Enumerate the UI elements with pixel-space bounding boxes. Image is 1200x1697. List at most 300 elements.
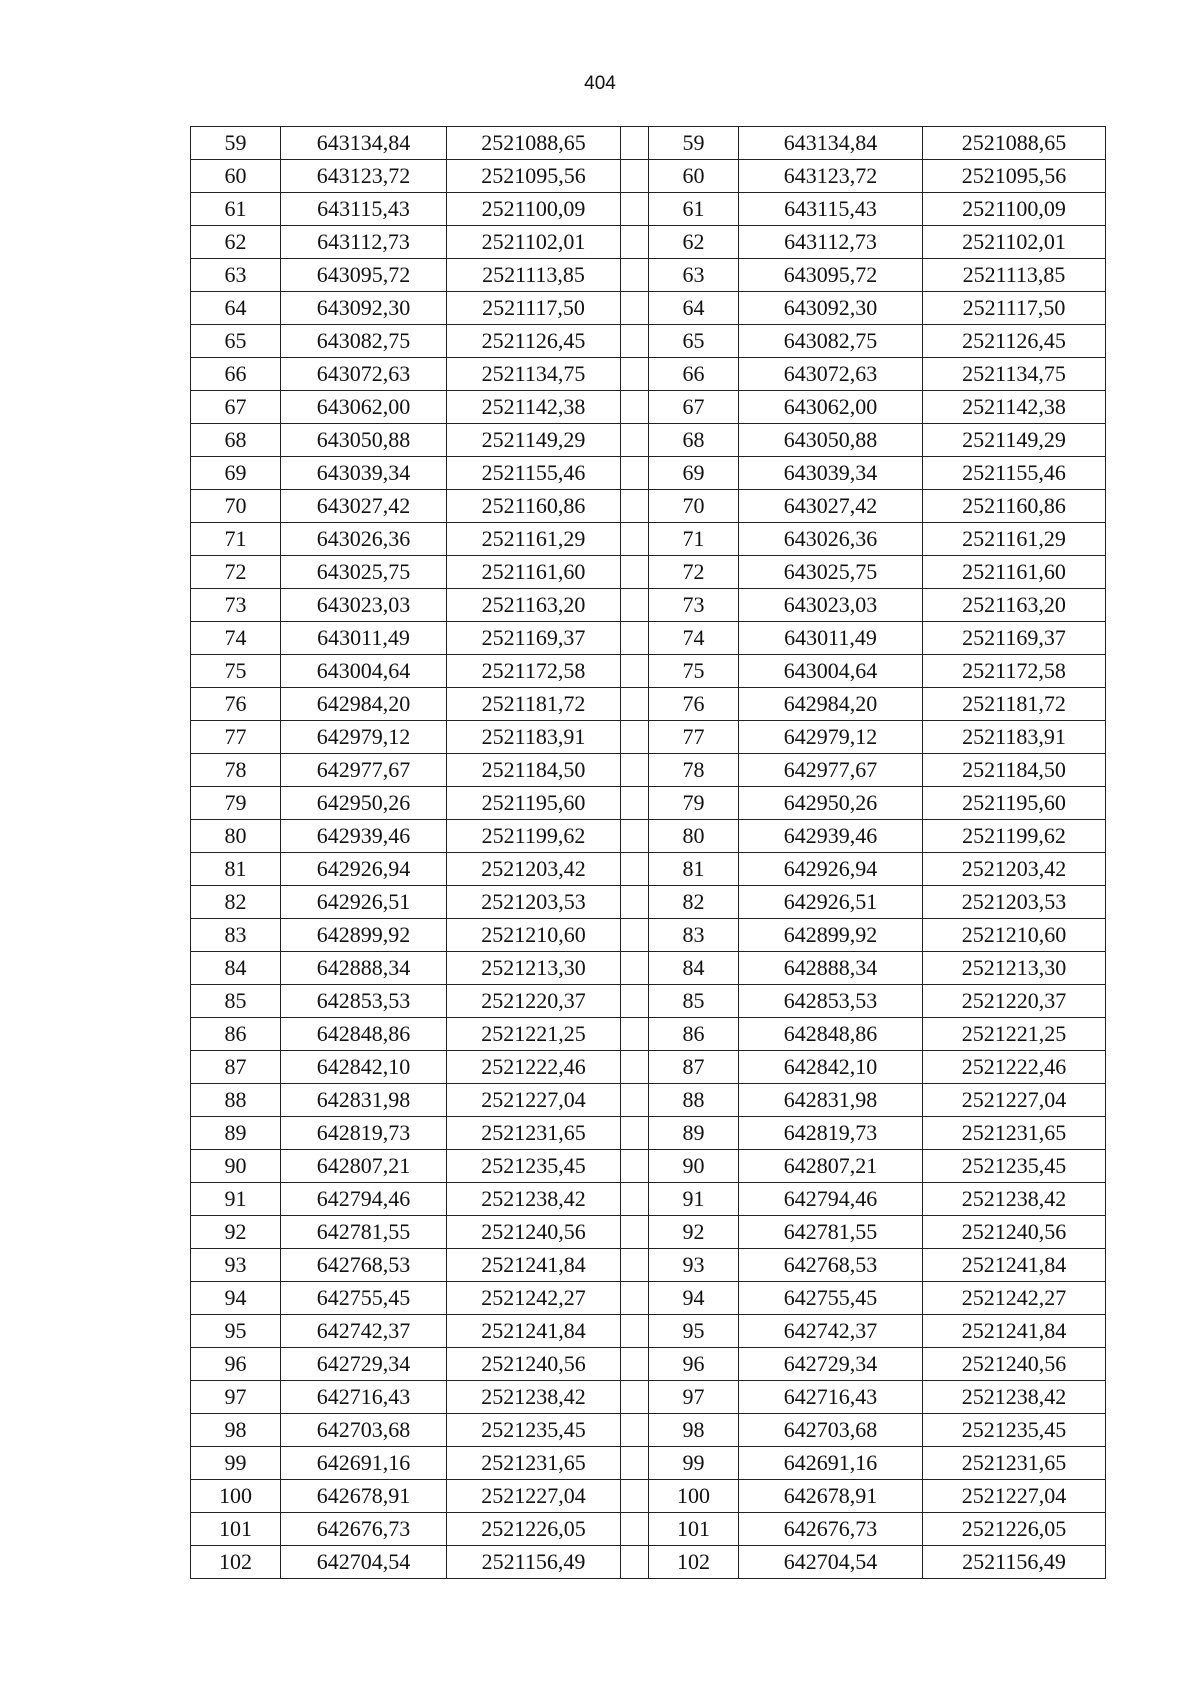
- table-row: [191, 490, 1106, 523]
- right-y-coordinate-cell: 2521213,30: [923, 952, 1106, 985]
- right-y-coordinate-cell: 2521169,37: [923, 622, 1106, 655]
- left-x-coordinate-cell: 643092,30: [281, 292, 447, 325]
- empty-separator-cell: [621, 490, 649, 523]
- right-point-number-cell: 90: [649, 1150, 739, 1183]
- left-point-number-cell: 97: [191, 1381, 281, 1414]
- right-x-coordinate-cell: 642899,92: [739, 919, 923, 952]
- right-x-coordinate-cell: 643026,36: [739, 523, 923, 556]
- right-y-coordinate-cell: 2521113,85: [923, 259, 1106, 292]
- left-x-coordinate-cell: 642676,73: [281, 1513, 447, 1546]
- left-x-coordinate-cell: 643004,64: [281, 655, 447, 688]
- right-y-coordinate-cell: 2521242,27: [923, 1282, 1106, 1315]
- left-y-coordinate-cell: 2521100,09: [447, 193, 621, 226]
- table-row: [191, 622, 1106, 655]
- left-x-coordinate-cell: 642842,10: [281, 1051, 447, 1084]
- empty-separator-cell: [621, 985, 649, 1018]
- empty-separator-cell: [621, 1117, 649, 1150]
- empty-separator-cell: [621, 952, 649, 985]
- empty-separator-cell: [621, 1546, 649, 1579]
- right-y-coordinate-cell: 2521227,04: [923, 1084, 1106, 1117]
- left-point-number-cell: 93: [191, 1249, 281, 1282]
- empty-separator-cell: [621, 1216, 649, 1249]
- left-x-coordinate-cell: 642794,46: [281, 1183, 447, 1216]
- table-row: [191, 886, 1106, 919]
- right-x-coordinate-cell: 643082,75: [739, 325, 923, 358]
- right-x-coordinate-cell: 643072,63: [739, 358, 923, 391]
- left-x-coordinate-cell: 643027,42: [281, 490, 447, 523]
- left-x-coordinate-cell: 643072,63: [281, 358, 447, 391]
- right-point-number-cell: 83: [649, 919, 739, 952]
- empty-separator-cell: [621, 424, 649, 457]
- left-point-number-cell: 72: [191, 556, 281, 589]
- left-point-number-cell: 62: [191, 226, 281, 259]
- left-x-coordinate-cell: 643026,36: [281, 523, 447, 556]
- left-point-number-cell: 81: [191, 853, 281, 886]
- left-x-coordinate-cell: 642888,34: [281, 952, 447, 985]
- table-row: [191, 259, 1106, 292]
- left-y-coordinate-cell: 2521240,56: [447, 1216, 621, 1249]
- right-y-coordinate-cell: 2521184,50: [923, 754, 1106, 787]
- left-y-coordinate-cell: 2521241,84: [447, 1315, 621, 1348]
- right-x-coordinate-cell: 642926,94: [739, 853, 923, 886]
- left-y-coordinate-cell: 2521231,65: [447, 1447, 621, 1480]
- left-x-coordinate-cell: 643050,88: [281, 424, 447, 457]
- right-point-number-cell: 100: [649, 1480, 739, 1513]
- empty-separator-cell: [621, 1447, 649, 1480]
- right-point-number-cell: 66: [649, 358, 739, 391]
- empty-separator-cell: [621, 1381, 649, 1414]
- right-y-coordinate-cell: 2521160,86: [923, 490, 1106, 523]
- empty-separator-cell: [621, 721, 649, 754]
- table-row: [191, 1513, 1106, 1546]
- right-point-number-cell: 60: [649, 160, 739, 193]
- empty-separator-cell: [621, 193, 649, 226]
- left-point-number-cell: 89: [191, 1117, 281, 1150]
- right-x-coordinate-cell: 642888,34: [739, 952, 923, 985]
- left-y-coordinate-cell: 2521240,56: [447, 1348, 621, 1381]
- empty-separator-cell: [621, 688, 649, 721]
- right-point-number-cell: 61: [649, 193, 739, 226]
- right-x-coordinate-cell: 642848,86: [739, 1018, 923, 1051]
- right-y-coordinate-cell: 2521100,09: [923, 193, 1106, 226]
- table-row: [191, 589, 1106, 622]
- right-y-coordinate-cell: 2521231,65: [923, 1117, 1106, 1150]
- empty-separator-cell: [621, 820, 649, 853]
- left-x-coordinate-cell: 642853,53: [281, 985, 447, 1018]
- right-y-coordinate-cell: 2521238,42: [923, 1183, 1106, 1216]
- table-row: [191, 193, 1106, 226]
- left-point-number-cell: 74: [191, 622, 281, 655]
- right-point-number-cell: 101: [649, 1513, 739, 1546]
- right-x-coordinate-cell: 643023,03: [739, 589, 923, 622]
- table-row: [191, 1117, 1106, 1150]
- left-y-coordinate-cell: 2521126,45: [447, 325, 621, 358]
- left-point-number-cell: 99: [191, 1447, 281, 1480]
- left-x-coordinate-cell: 642704,54: [281, 1546, 447, 1579]
- right-x-coordinate-cell: 642926,51: [739, 886, 923, 919]
- left-x-coordinate-cell: 642984,20: [281, 688, 447, 721]
- right-point-number-cell: 81: [649, 853, 739, 886]
- table-row: [191, 358, 1106, 391]
- right-x-coordinate-cell: 642950,26: [739, 787, 923, 820]
- left-y-coordinate-cell: 2521161,60: [447, 556, 621, 589]
- empty-separator-cell: [621, 457, 649, 490]
- right-point-number-cell: 80: [649, 820, 739, 853]
- table-row: [191, 1480, 1106, 1513]
- right-y-coordinate-cell: 2521240,56: [923, 1348, 1106, 1381]
- left-point-number-cell: 82: [191, 886, 281, 919]
- right-y-coordinate-cell: 2521149,29: [923, 424, 1106, 457]
- left-point-number-cell: 79: [191, 787, 281, 820]
- right-point-number-cell: 75: [649, 655, 739, 688]
- right-y-coordinate-cell: 2521156,49: [923, 1546, 1106, 1579]
- left-y-coordinate-cell: 2521241,84: [447, 1249, 621, 1282]
- right-x-coordinate-cell: 642819,73: [739, 1117, 923, 1150]
- left-x-coordinate-cell: 642899,92: [281, 919, 447, 952]
- left-y-coordinate-cell: 2521163,20: [447, 589, 621, 622]
- right-point-number-cell: 69: [649, 457, 739, 490]
- left-point-number-cell: 73: [191, 589, 281, 622]
- right-y-coordinate-cell: 2521183,91: [923, 721, 1106, 754]
- left-point-number-cell: 101: [191, 1513, 281, 1546]
- left-y-coordinate-cell: 2521226,05: [447, 1513, 621, 1546]
- left-x-coordinate-cell: 642950,26: [281, 787, 447, 820]
- left-x-coordinate-cell: 642819,73: [281, 1117, 447, 1150]
- left-y-coordinate-cell: 2521222,46: [447, 1051, 621, 1084]
- right-x-coordinate-cell: 642939,46: [739, 820, 923, 853]
- left-y-coordinate-cell: 2521220,37: [447, 985, 621, 1018]
- right-point-number-cell: 59: [649, 127, 739, 160]
- left-y-coordinate-cell: 2521242,27: [447, 1282, 621, 1315]
- right-point-number-cell: 86: [649, 1018, 739, 1051]
- left-point-number-cell: 67: [191, 391, 281, 424]
- right-x-coordinate-cell: 642979,12: [739, 721, 923, 754]
- empty-separator-cell: [621, 1315, 649, 1348]
- empty-separator-cell: [621, 1018, 649, 1051]
- left-x-coordinate-cell: 643025,75: [281, 556, 447, 589]
- right-y-coordinate-cell: 2521238,42: [923, 1381, 1106, 1414]
- left-point-number-cell: 95: [191, 1315, 281, 1348]
- left-x-coordinate-cell: 643023,03: [281, 589, 447, 622]
- right-y-coordinate-cell: 2521210,60: [923, 919, 1106, 952]
- right-y-coordinate-cell: 2521241,84: [923, 1249, 1106, 1282]
- empty-separator-cell: [621, 325, 649, 358]
- right-point-number-cell: 99: [649, 1447, 739, 1480]
- empty-separator-cell: [621, 655, 649, 688]
- right-x-coordinate-cell: 642977,67: [739, 754, 923, 787]
- right-point-number-cell: 84: [649, 952, 739, 985]
- left-x-coordinate-cell: 642678,91: [281, 1480, 447, 1513]
- table-row: [191, 721, 1106, 754]
- left-point-number-cell: 61: [191, 193, 281, 226]
- left-point-number-cell: 59: [191, 127, 281, 160]
- left-point-number-cell: 69: [191, 457, 281, 490]
- left-point-number-cell: 65: [191, 325, 281, 358]
- right-y-coordinate-cell: 2521161,60: [923, 556, 1106, 589]
- left-y-coordinate-cell: 2521227,04: [447, 1084, 621, 1117]
- right-y-coordinate-cell: 2521172,58: [923, 655, 1106, 688]
- right-x-coordinate-cell: 642842,10: [739, 1051, 923, 1084]
- right-x-coordinate-cell: 642678,91: [739, 1480, 923, 1513]
- left-point-number-cell: 96: [191, 1348, 281, 1381]
- right-y-coordinate-cell: 2521235,45: [923, 1414, 1106, 1447]
- right-point-number-cell: 98: [649, 1414, 739, 1447]
- right-y-coordinate-cell: 2521199,62: [923, 820, 1106, 853]
- left-x-coordinate-cell: 642939,46: [281, 820, 447, 853]
- table-row: [191, 1183, 1106, 1216]
- left-y-coordinate-cell: 2521169,37: [447, 622, 621, 655]
- left-point-number-cell: 102: [191, 1546, 281, 1579]
- right-x-coordinate-cell: 642755,45: [739, 1282, 923, 1315]
- left-y-coordinate-cell: 2521195,60: [447, 787, 621, 820]
- left-point-number-cell: 60: [191, 160, 281, 193]
- left-y-coordinate-cell: 2521227,04: [447, 1480, 621, 1513]
- right-y-coordinate-cell: 2521155,46: [923, 457, 1106, 490]
- right-y-coordinate-cell: 2521102,01: [923, 226, 1106, 259]
- right-point-number-cell: 94: [649, 1282, 739, 1315]
- empty-separator-cell: [621, 1249, 649, 1282]
- left-point-number-cell: 78: [191, 754, 281, 787]
- left-y-coordinate-cell: 2521161,29: [447, 523, 621, 556]
- table-row: [191, 1249, 1106, 1282]
- right-y-coordinate-cell: 2521142,38: [923, 391, 1106, 424]
- right-point-number-cell: 73: [649, 589, 739, 622]
- right-x-coordinate-cell: 643039,34: [739, 457, 923, 490]
- empty-separator-cell: [621, 292, 649, 325]
- left-y-coordinate-cell: 2521181,72: [447, 688, 621, 721]
- left-point-number-cell: 83: [191, 919, 281, 952]
- empty-separator-cell: [621, 787, 649, 820]
- left-x-coordinate-cell: 643011,49: [281, 622, 447, 655]
- empty-separator-cell: [621, 358, 649, 391]
- right-x-coordinate-cell: 642768,53: [739, 1249, 923, 1282]
- right-y-coordinate-cell: 2521221,25: [923, 1018, 1106, 1051]
- empty-separator-cell: [621, 1513, 649, 1546]
- table-row: [191, 1282, 1106, 1315]
- table-row: [191, 1414, 1106, 1447]
- empty-separator-cell: [621, 919, 649, 952]
- left-y-coordinate-cell: 2521149,29: [447, 424, 621, 457]
- right-y-coordinate-cell: 2521195,60: [923, 787, 1106, 820]
- left-x-coordinate-cell: 642926,51: [281, 886, 447, 919]
- left-point-number-cell: 87: [191, 1051, 281, 1084]
- left-point-number-cell: 63: [191, 259, 281, 292]
- right-y-coordinate-cell: 2521226,05: [923, 1513, 1106, 1546]
- right-x-coordinate-cell: 643050,88: [739, 424, 923, 457]
- table-row: [191, 655, 1106, 688]
- left-y-coordinate-cell: 2521160,86: [447, 490, 621, 523]
- right-y-coordinate-cell: 2521231,65: [923, 1447, 1106, 1480]
- left-point-number-cell: 85: [191, 985, 281, 1018]
- right-point-number-cell: 65: [649, 325, 739, 358]
- right-y-coordinate-cell: 2521134,75: [923, 358, 1106, 391]
- left-y-coordinate-cell: 2521134,75: [447, 358, 621, 391]
- left-point-number-cell: 84: [191, 952, 281, 985]
- right-y-coordinate-cell: 2521203,53: [923, 886, 1106, 919]
- empty-separator-cell: [621, 1051, 649, 1084]
- right-point-number-cell: 77: [649, 721, 739, 754]
- table-row: [191, 1348, 1106, 1381]
- right-y-coordinate-cell: 2521203,42: [923, 853, 1106, 886]
- table-row: [191, 457, 1106, 490]
- left-y-coordinate-cell: 2521221,25: [447, 1018, 621, 1051]
- left-point-number-cell: 100: [191, 1480, 281, 1513]
- right-point-number-cell: 62: [649, 226, 739, 259]
- right-point-number-cell: 82: [649, 886, 739, 919]
- coordinates-table-body: [191, 127, 1106, 1579]
- table-row: [191, 127, 1106, 160]
- right-x-coordinate-cell: 643134,84: [739, 127, 923, 160]
- left-x-coordinate-cell: 642831,98: [281, 1084, 447, 1117]
- right-point-number-cell: 91: [649, 1183, 739, 1216]
- table-row: [191, 985, 1106, 1018]
- left-y-coordinate-cell: 2521203,42: [447, 853, 621, 886]
- right-y-coordinate-cell: 2521240,56: [923, 1216, 1106, 1249]
- left-x-coordinate-cell: 642977,67: [281, 754, 447, 787]
- left-x-coordinate-cell: 642703,68: [281, 1414, 447, 1447]
- empty-separator-cell: [621, 754, 649, 787]
- left-y-coordinate-cell: 2521117,50: [447, 292, 621, 325]
- right-point-number-cell: 64: [649, 292, 739, 325]
- right-x-coordinate-cell: 643062,00: [739, 391, 923, 424]
- left-y-coordinate-cell: 2521155,46: [447, 457, 621, 490]
- table-row: [191, 1315, 1106, 1348]
- left-x-coordinate-cell: 642768,53: [281, 1249, 447, 1282]
- table-row: [191, 820, 1106, 853]
- right-y-coordinate-cell: 2521161,29: [923, 523, 1106, 556]
- right-point-number-cell: 89: [649, 1117, 739, 1150]
- right-x-coordinate-cell: 642781,55: [739, 1216, 923, 1249]
- left-point-number-cell: 92: [191, 1216, 281, 1249]
- table-row: [191, 523, 1106, 556]
- left-point-number-cell: 75: [191, 655, 281, 688]
- left-y-coordinate-cell: 2521199,62: [447, 820, 621, 853]
- table-row: [191, 292, 1106, 325]
- table-row: [191, 688, 1106, 721]
- right-point-number-cell: 68: [649, 424, 739, 457]
- right-point-number-cell: 92: [649, 1216, 739, 1249]
- empty-separator-cell: [621, 226, 649, 259]
- right-point-number-cell: 79: [649, 787, 739, 820]
- left-y-coordinate-cell: 2521102,01: [447, 226, 621, 259]
- right-y-coordinate-cell: 2521222,46: [923, 1051, 1106, 1084]
- table-row: [191, 919, 1106, 952]
- right-point-number-cell: 95: [649, 1315, 739, 1348]
- right-point-number-cell: 70: [649, 490, 739, 523]
- left-point-number-cell: 66: [191, 358, 281, 391]
- left-x-coordinate-cell: 643112,73: [281, 226, 447, 259]
- empty-separator-cell: [621, 127, 649, 160]
- right-x-coordinate-cell: 643092,30: [739, 292, 923, 325]
- left-y-coordinate-cell: 2521231,65: [447, 1117, 621, 1150]
- left-point-number-cell: 98: [191, 1414, 281, 1447]
- right-point-number-cell: 63: [649, 259, 739, 292]
- right-point-number-cell: 102: [649, 1546, 739, 1579]
- table-row: [191, 952, 1106, 985]
- empty-separator-cell: [621, 1183, 649, 1216]
- right-x-coordinate-cell: 642676,73: [739, 1513, 923, 1546]
- left-y-coordinate-cell: 2521113,85: [447, 259, 621, 292]
- left-x-coordinate-cell: 642716,43: [281, 1381, 447, 1414]
- empty-separator-cell: [621, 1480, 649, 1513]
- left-point-number-cell: 77: [191, 721, 281, 754]
- left-y-coordinate-cell: 2521184,50: [447, 754, 621, 787]
- left-x-coordinate-cell: 643123,72: [281, 160, 447, 193]
- right-x-coordinate-cell: 642691,16: [739, 1447, 923, 1480]
- right-point-number-cell: 67: [649, 391, 739, 424]
- left-x-coordinate-cell: 642807,21: [281, 1150, 447, 1183]
- empty-separator-cell: [621, 1282, 649, 1315]
- table-row: [191, 1546, 1106, 1579]
- table-row: [191, 1084, 1106, 1117]
- right-x-coordinate-cell: 643095,72: [739, 259, 923, 292]
- right-point-number-cell: 88: [649, 1084, 739, 1117]
- left-x-coordinate-cell: 643082,75: [281, 325, 447, 358]
- left-point-number-cell: 90: [191, 1150, 281, 1183]
- right-x-coordinate-cell: 643011,49: [739, 622, 923, 655]
- left-y-coordinate-cell: 2521095,56: [447, 160, 621, 193]
- right-point-number-cell: 87: [649, 1051, 739, 1084]
- left-y-coordinate-cell: 2521203,53: [447, 886, 621, 919]
- right-x-coordinate-cell: 642984,20: [739, 688, 923, 721]
- coordinates-table: [190, 126, 1106, 1579]
- left-x-coordinate-cell: 642781,55: [281, 1216, 447, 1249]
- right-y-coordinate-cell: 2521126,45: [923, 325, 1106, 358]
- left-y-coordinate-cell: 2521156,49: [447, 1546, 621, 1579]
- table-row: [191, 1447, 1106, 1480]
- right-y-coordinate-cell: 2521227,04: [923, 1480, 1106, 1513]
- left-point-number-cell: 88: [191, 1084, 281, 1117]
- left-point-number-cell: 91: [191, 1183, 281, 1216]
- right-point-number-cell: 97: [649, 1381, 739, 1414]
- right-y-coordinate-cell: 2521220,37: [923, 985, 1106, 1018]
- table-row: [191, 853, 1106, 886]
- empty-separator-cell: [621, 391, 649, 424]
- right-x-coordinate-cell: 642742,37: [739, 1315, 923, 1348]
- left-point-number-cell: 80: [191, 820, 281, 853]
- table-row: [191, 1216, 1106, 1249]
- left-y-coordinate-cell: 2521172,58: [447, 655, 621, 688]
- empty-separator-cell: [621, 886, 649, 919]
- right-x-coordinate-cell: 642831,98: [739, 1084, 923, 1117]
- empty-separator-cell: [621, 523, 649, 556]
- left-y-coordinate-cell: 2521088,65: [447, 127, 621, 160]
- left-x-coordinate-cell: 642742,37: [281, 1315, 447, 1348]
- right-y-coordinate-cell: 2521095,56: [923, 160, 1106, 193]
- left-x-coordinate-cell: 643095,72: [281, 259, 447, 292]
- right-x-coordinate-cell: 642704,54: [739, 1546, 923, 1579]
- page-number: 404: [584, 73, 616, 94]
- empty-separator-cell: [621, 259, 649, 292]
- right-point-number-cell: 85: [649, 985, 739, 1018]
- right-point-number-cell: 78: [649, 754, 739, 787]
- left-x-coordinate-cell: 642729,34: [281, 1348, 447, 1381]
- left-x-coordinate-cell: 642848,86: [281, 1018, 447, 1051]
- empty-separator-cell: [621, 1084, 649, 1117]
- left-x-coordinate-cell: 642691,16: [281, 1447, 447, 1480]
- right-x-coordinate-cell: 643112,73: [739, 226, 923, 259]
- right-point-number-cell: 74: [649, 622, 739, 655]
- empty-separator-cell: [621, 160, 649, 193]
- table-row: [191, 226, 1106, 259]
- table-row: [191, 1150, 1106, 1183]
- left-x-coordinate-cell: 643115,43: [281, 193, 447, 226]
- right-point-number-cell: 72: [649, 556, 739, 589]
- right-y-coordinate-cell: 2521088,65: [923, 127, 1106, 160]
- left-x-coordinate-cell: 643062,00: [281, 391, 447, 424]
- right-y-coordinate-cell: 2521117,50: [923, 292, 1106, 325]
- left-x-coordinate-cell: 643039,34: [281, 457, 447, 490]
